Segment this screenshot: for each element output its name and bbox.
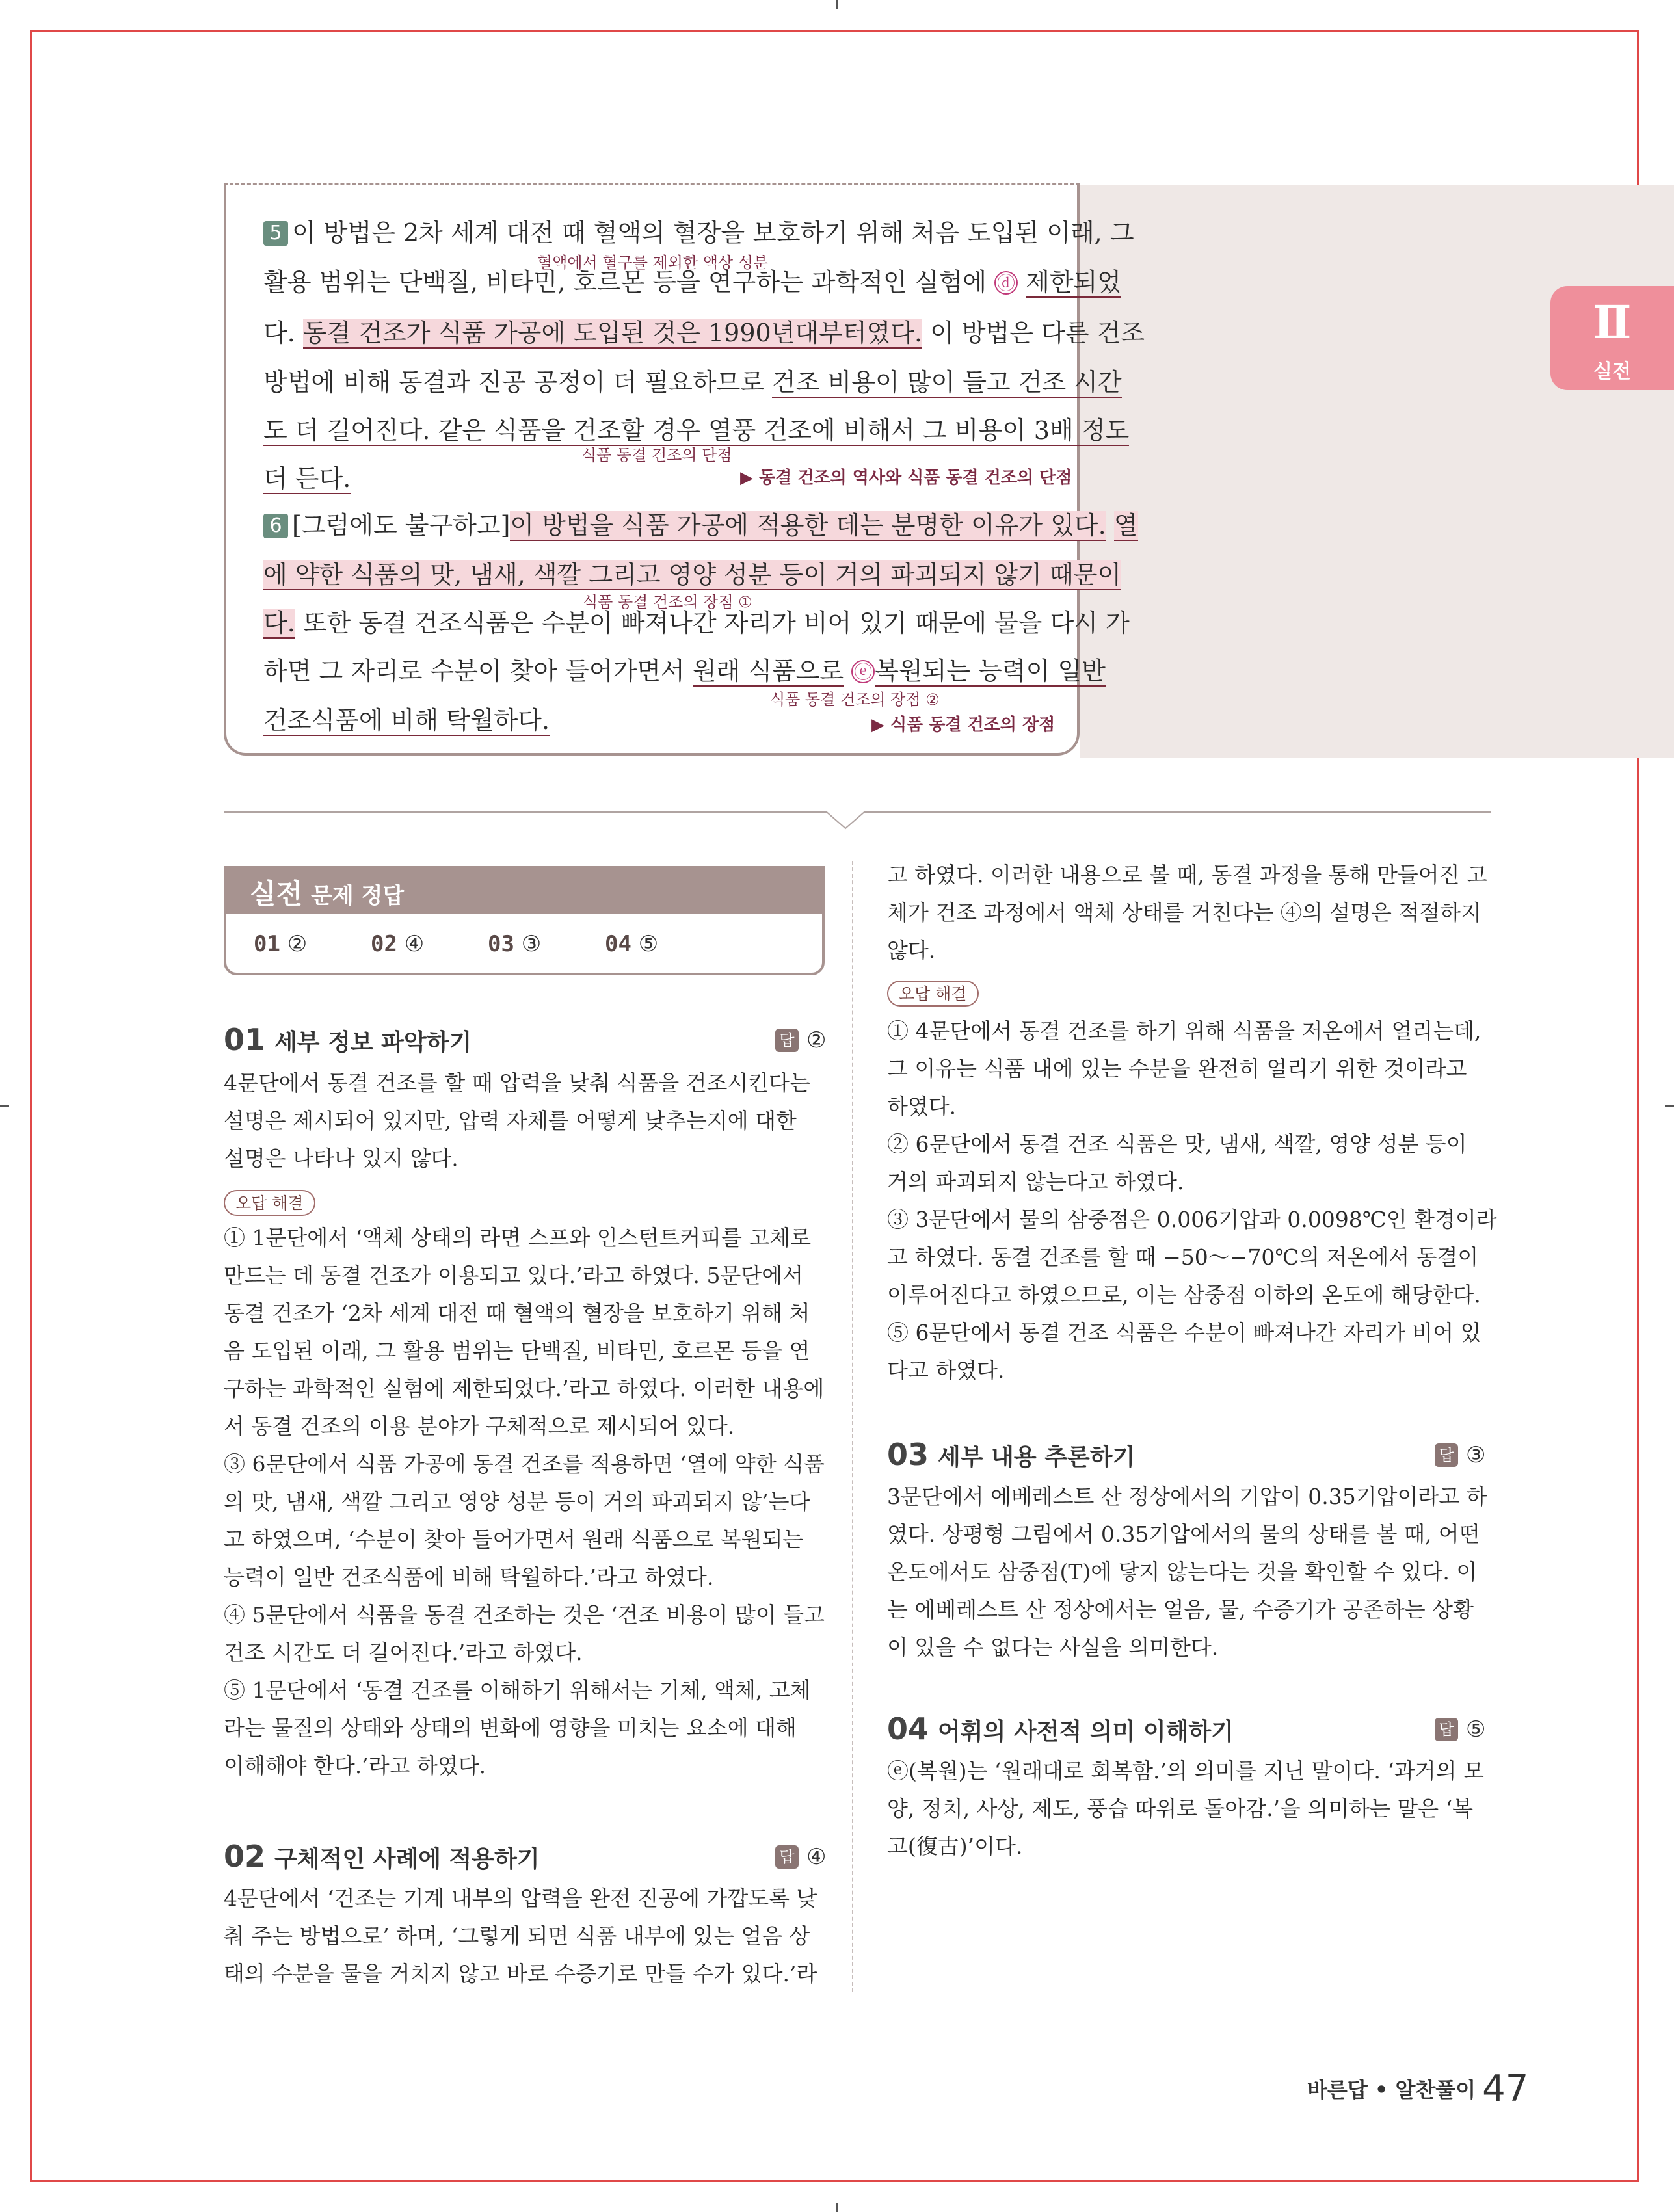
passage-line: 도 더 길어진다. 같은 식품을 건조할 경우 열풍 건조에 비해서 그 비용이 3배 정도	[263, 416, 1130, 445]
body-line: 태의 수분을 물을 거치지 않고 바로 수증기로 만들 수가 있다.’라	[224, 1961, 817, 1986]
passage-line: 건조식품에 비해 탁월하다.	[263, 706, 550, 735]
body-line: 춰 주는 방법으로’ 하며, ‘그렇게 되면 식품 내부에 있는 얼음 상	[224, 1923, 810, 1949]
section-band	[1080, 185, 1674, 758]
answer-badge: 답	[1435, 1718, 1458, 1741]
body-line: 4문단에서 ‘건조는 기계 내부의 압력을 완전 진공에 가깝도록 낮	[224, 1886, 817, 1911]
footer-label: 바른답 • 알찬풀이	[1307, 2077, 1476, 2102]
body-line: 양, 정치, 사상, 제도, 풍습 따위로 돌아감.’을 의미하는 말은 ‘복	[887, 1796, 1474, 1821]
answer-item: 01 ②	[254, 931, 308, 957]
q04-heading: 04 어휘의 사전적 의미 이해하기	[887, 1711, 1234, 1746]
q04-answer: 답 ⑤	[1435, 1717, 1485, 1743]
body-line: 체가 건조 과정에서 액체 상태를 거친다는 ④의 설명은 적절하지	[887, 900, 1481, 925]
passage-line: 5 이 방법은 2차 세계 대전 때 혈액의 혈장을 보호하기 위해 처음 도입된 이래, 그	[263, 218, 1134, 247]
annotation-disadvantage: 식품 동결 건조의 단점	[581, 446, 732, 464]
body-line: 이 있을 수 없다는 사실을 의미한다.	[887, 1635, 1219, 1660]
wrong-answer-tag: 오답 해결	[887, 981, 979, 1007]
page-footer	[1307, 2068, 1528, 2110]
body-line: 다고 하였다.	[887, 1358, 1005, 1383]
passage-line: 더 든다.	[263, 464, 351, 493]
passage-line: 다. 또한 동결 건조식품은 수분이 빠져나간 자리가 비어 있기 때문에 물을 다시 가	[263, 609, 1130, 637]
body-line: 만드는 데 동결 건조가 이용되고 있다.’라고 하였다. 5문단에서	[224, 1263, 803, 1288]
body-line: 이루어진다고 하였으므로, 이는 삼중점 이하의 온도에 해당한다.	[887, 1282, 1481, 1308]
q01-answer: 답 ②	[775, 1027, 826, 1053]
mark-d: ⓓ	[994, 271, 1018, 295]
summary-2: ▶ 식품 동결 건조의 장점	[871, 715, 1056, 735]
body-line: ③ 3문단에서 물의 삼중점은 0.006기압과 0.0098℃인 환경이라	[887, 1207, 1497, 1232]
body-line: 음 도입된 이래, 그 활용 범위는 단백질, 비타민, 호르몬 등을 연	[224, 1338, 810, 1363]
body-line: ⑤ 6문단에서 동결 건조 식품은 수분이 빠져나간 자리가 비어 있	[887, 1320, 1481, 1345]
crop-mark	[836, 0, 838, 9]
body-line: 고 하였다. 동결 건조를 할 때 −50～−70℃의 저온에서 동결이	[887, 1244, 1479, 1270]
passage-line: 에 약한 식품의 맛, 냄새, 색깔 그리고 영양 성분 등이 거의 파괴되지 않기 때문이	[263, 560, 1122, 589]
body-line: 고 하였다. 이러한 내용으로 볼 때, 동결 과정을 통해 만들어진 고	[887, 862, 1487, 888]
body-line: 는 에베레스트 산 정상에서는 얼음, 물, 수증기가 공존하는 상황	[887, 1597, 1474, 1622]
body-line: 건조 시간도 더 길어진다.’라고 하였다.	[224, 1640, 583, 1665]
body-line: 고 하였으며, ‘수분이 찾아 들어가면서 원래 식품으로 복원되는	[224, 1527, 804, 1552]
body-line: 서 동결 건조의 이용 분야가 구체적으로 제시되어 있다.	[224, 1414, 735, 1439]
body-line: 동결 건조가 ‘2차 세계 대전 때 혈액의 혈장을 보호하기 위해 처	[224, 1300, 810, 1326]
body-line: 설명은 나타나 있지 않다.	[224, 1146, 458, 1171]
body-line: 않다.	[887, 938, 936, 963]
body-line: 였다. 상평형 그림에서 0.35기압에서의 물의 상태를 볼 때, 어떤	[887, 1521, 1480, 1547]
wrong-answer-tag: 오답 해결	[224, 1190, 315, 1216]
answer-badge: 답	[775, 1029, 799, 1052]
column-separator	[852, 861, 853, 1992]
answer-box-header	[226, 869, 822, 914]
answer-item: 03 ③	[488, 931, 542, 957]
body-line: 그 이유는 식품 내에 있는 수분을 완전히 얼리기 위한 것이라고	[887, 1056, 1467, 1081]
body-line: 이해해야 한다.’라고 하였다.	[224, 1753, 486, 1778]
q03-heading: 03 세부 내용 추론하기	[887, 1437, 1136, 1472]
mark-e: ⓔ	[851, 660, 875, 683]
answer-item: 04 ⑤	[605, 931, 659, 957]
divider-notch	[826, 795, 865, 834]
answer-item: 02 ④	[371, 931, 425, 957]
annotation-advantage-1: 식품 동결 건조의 장점 ①	[583, 593, 752, 611]
q02-answer: 답 ④	[775, 1844, 826, 1870]
page-number: 47	[1482, 2068, 1529, 2110]
crop-mark	[836, 2203, 838, 2212]
paragraph-number: 5	[263, 221, 288, 246]
passage-line: 6 [그럼에도 불구하고]이 방법을 식품 가공에 적용한 데는 분명한 이유가 있다. 열	[263, 511, 1138, 540]
body-line: 고(復古)’이다.	[887, 1834, 1023, 1859]
body-line: ⓔ(복원)는 ‘원래대로 회복함.’의 의미를 지닌 말이다. ‘과거의 모	[887, 1758, 1484, 1784]
passage-line: 다. 동결 건조가 식품 가공에 도입된 것은 1990년대부터였다. 이 방법은 다른 건조	[263, 319, 1145, 347]
passage-line: 하면 그 자리로 수분이 찾아 들어가면서 원래 식품으로 ⓔ 복원되는 능력이 일반	[263, 657, 1106, 685]
highlight-sentence: 동결 건조가 식품 가공에 도입된 것은 1990년대부터였다.	[302, 319, 923, 347]
annotation-advantage-2: 식품 동결 건조의 장점 ②	[770, 691, 940, 709]
chapter-tab	[1550, 286, 1674, 390]
crop-mark	[1665, 1105, 1674, 1107]
summary-1: ▶ 동결 건조의 역사와 식품 동결 건조의 단점	[740, 468, 1072, 488]
paragraph-number: 6	[263, 514, 288, 538]
answer-badge: 답	[1435, 1443, 1458, 1467]
passage-line: 활용 범위는 단백질, 비타민, 호르몬 등을 연구하는 과학적인 실험에 ⓓ 제한되었	[263, 268, 1121, 296]
body-line: ⑤ 1문단에서 ‘동결 건조를 이해하기 위해서는 기체, 액체, 고체	[224, 1678, 811, 1703]
answer-badge: 답	[775, 1845, 799, 1869]
passage-line: 방법에 비해 동결과 진공 공정이 더 필요하므로 건조 비용이 많이 들고 건조 시간	[263, 368, 1122, 397]
body-line: 거의 파괴되지 않는다고 하였다.	[887, 1169, 1184, 1194]
body-line: 의 맛, 냄새, 색깔 그리고 영양 성분 등이 거의 파괴되지 않’는다	[224, 1489, 810, 1514]
body-line: ① 4문단에서 동결 건조를 하기 위해 식품을 저온에서 얼리는데,	[887, 1018, 1481, 1044]
body-line: 라는 물질의 상태와 상태의 변화에 영향을 미치는 요소에 대해	[224, 1715, 797, 1741]
body-line: 3문단에서 에베레스트 산 정상에서의 기압이 0.35기압이라고 하	[887, 1484, 1487, 1509]
body-line: 설명은 제시되어 있지만, 압력 자체를 어떻게 낮추는지에 대한	[224, 1108, 797, 1133]
answer-box-title: 문제 정답	[311, 883, 405, 909]
body-line: 능력이 일반 건조식품에 비해 탁월하다.’라고 하였다.	[224, 1564, 714, 1590]
body-line: ④ 5문단에서 식품을 동결 건조하는 것은 ‘건조 비용이 많이 들고	[224, 1602, 825, 1627]
chapter-numeral: Ⅱ	[1593, 295, 1632, 349]
body-line: ② 6문단에서 동결 건조 식품은 맛, 냄새, 색깔, 영양 성분 등이	[887, 1131, 1467, 1157]
q02-heading: 02 구체적인 사례에 적용하기	[224, 1839, 540, 1874]
crop-mark	[0, 1105, 9, 1107]
annotation-plasma: 혈액에서 혈구를 제외한 액상 성분	[537, 254, 769, 272]
q01-heading: 01 세부 정보 파악하기	[224, 1022, 472, 1057]
body-line: ① 1문단에서 ‘액체 상태의 라면 스프와 인스턴트커피를 고체로	[224, 1225, 811, 1250]
answer-summary-box	[224, 866, 825, 975]
chapter-label: 실전	[1593, 360, 1631, 383]
body-line: 하였다.	[887, 1094, 957, 1119]
body-line: 온도에서도 삼중점(T)에 닿지 않는다는 것을 확인할 수 있다. 이	[887, 1559, 1478, 1585]
body-line: 구하는 과학적인 실험에 제한되었다.’라고 하였다. 이러한 내용에	[224, 1376, 825, 1401]
body-line: 4문단에서 동결 건조를 할 때 압력을 낮춰 식품을 건조시킨다는	[224, 1070, 810, 1096]
q03-answer: 답 ③	[1435, 1442, 1485, 1468]
body-line: ③ 6문단에서 식품 가공에 동결 건조를 적용하면 ‘열에 약한 식품	[224, 1451, 825, 1477]
answer-box-title-bold: 실전	[250, 878, 303, 910]
